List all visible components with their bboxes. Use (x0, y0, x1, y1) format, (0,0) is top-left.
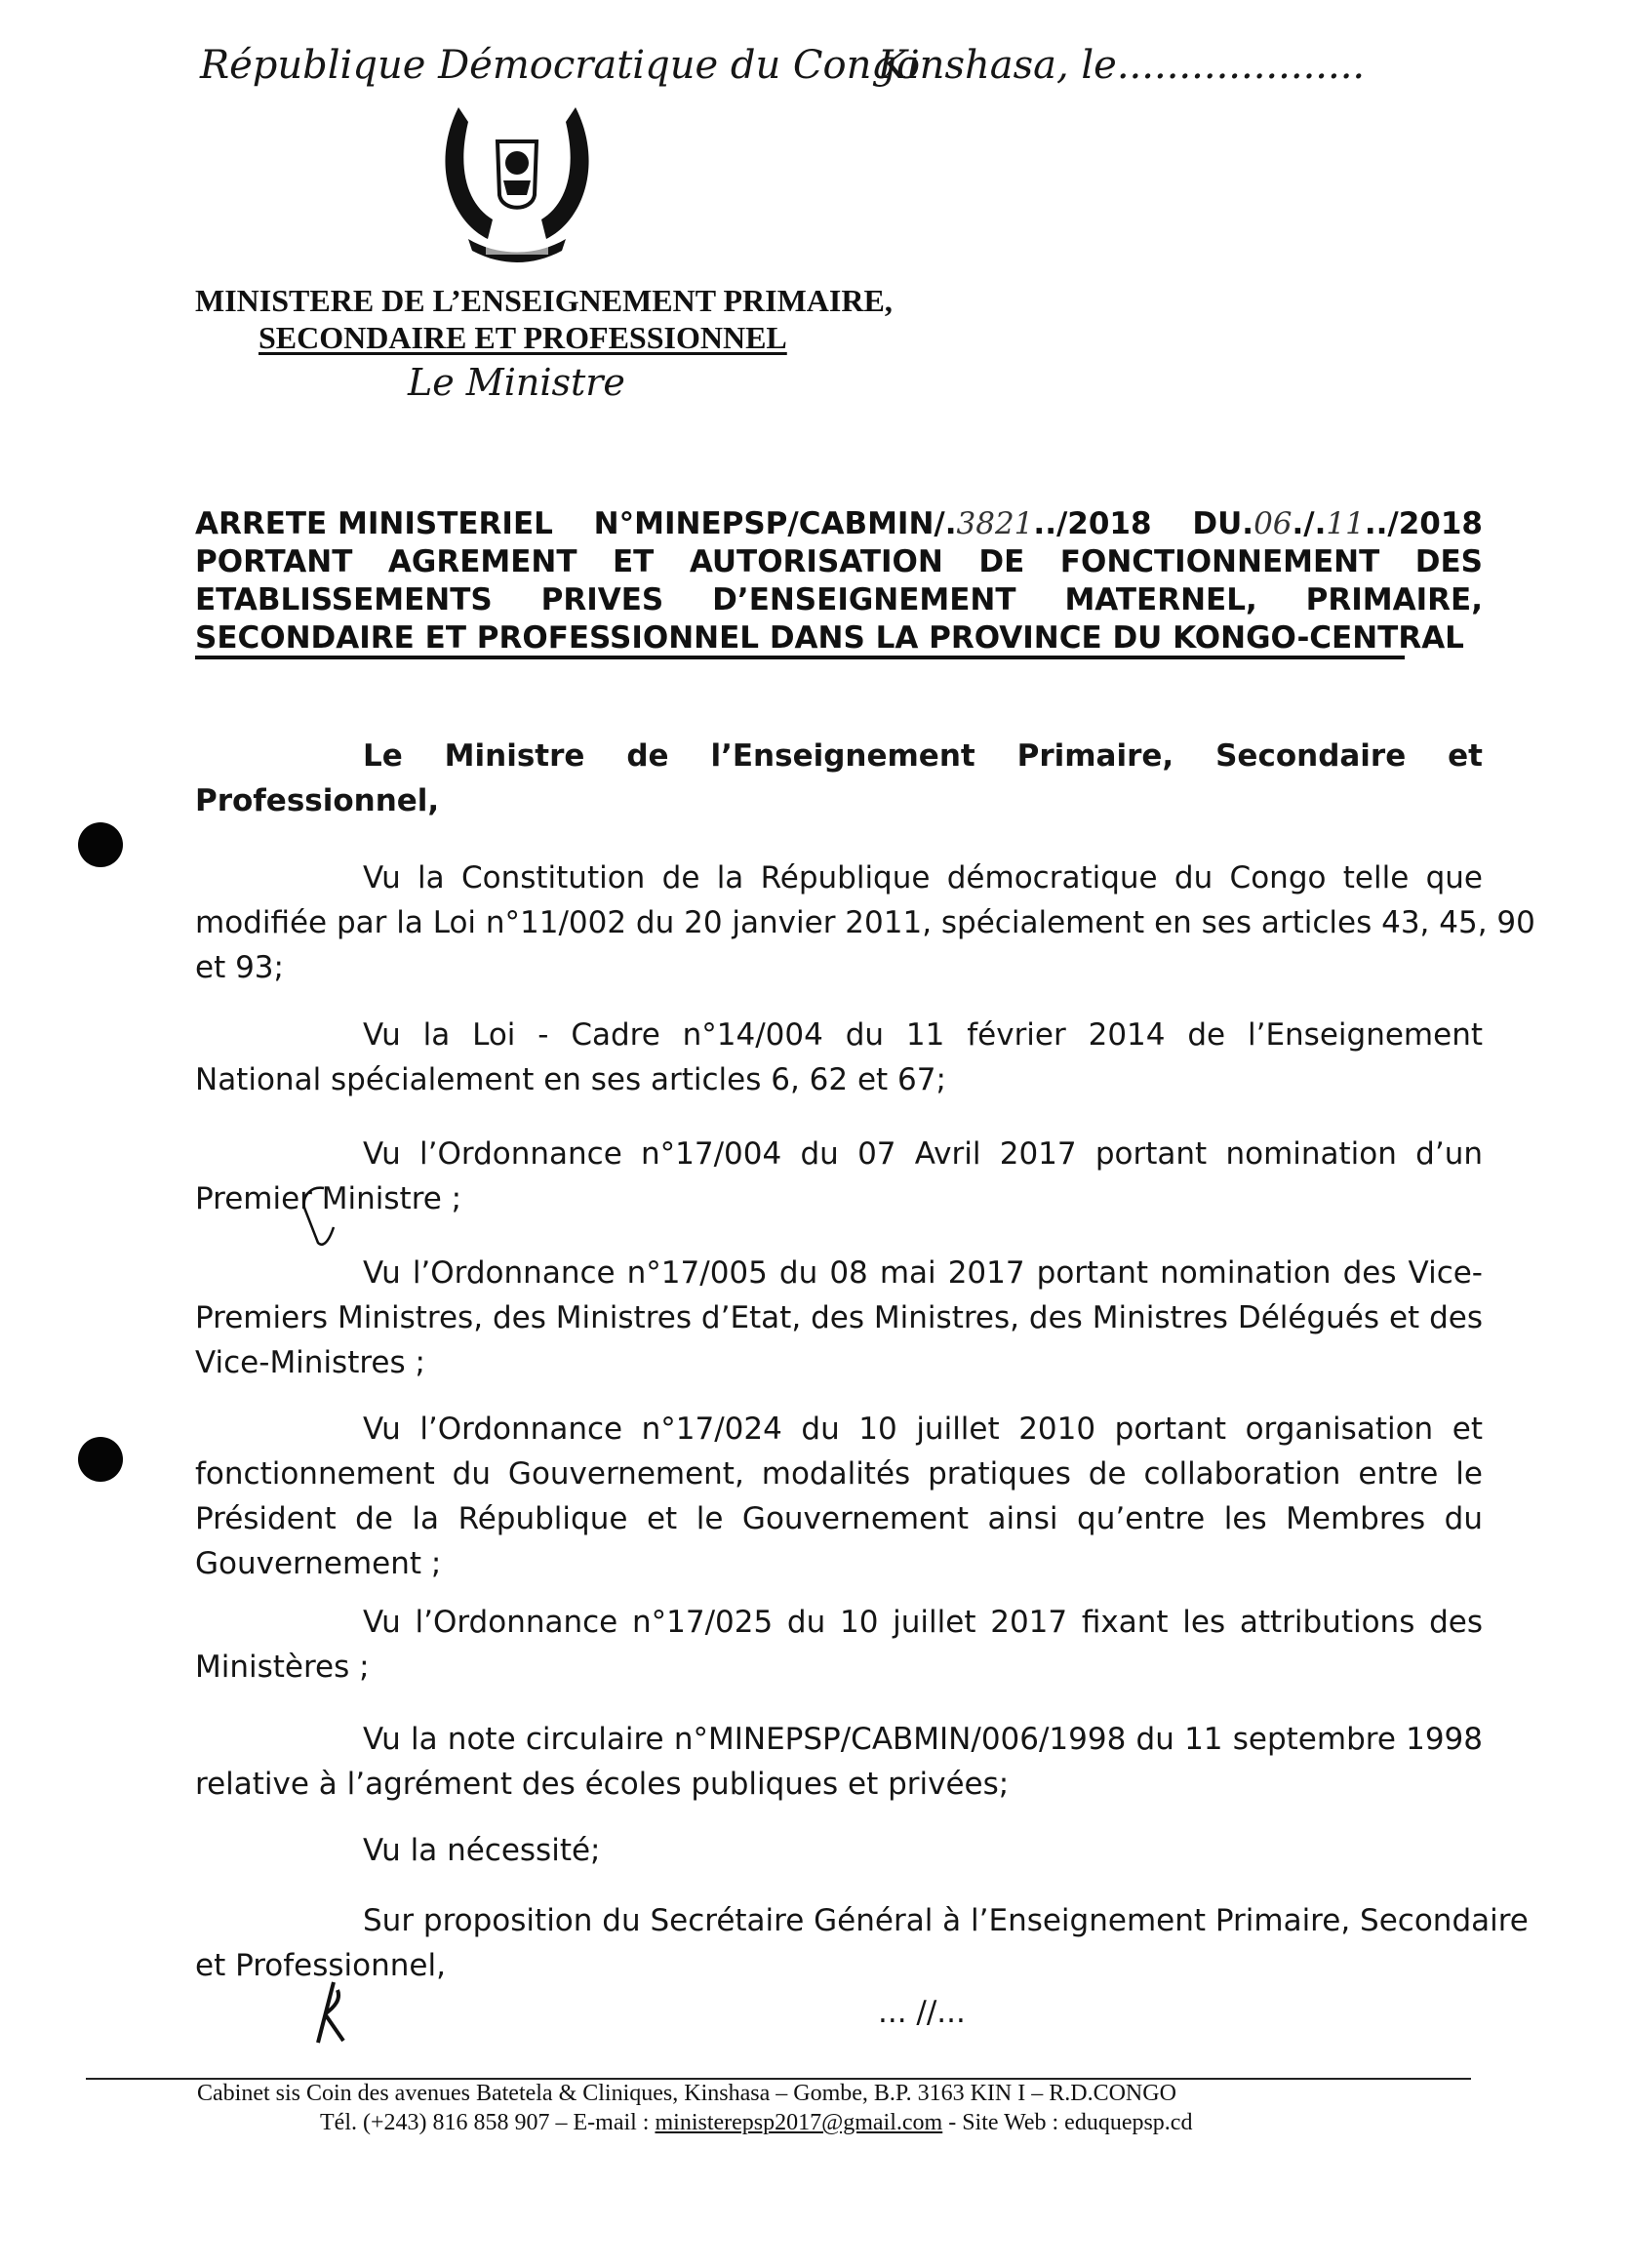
decree-date-sep: ./. (1292, 506, 1327, 541)
minister-intro-line-2: Professionnel, (195, 783, 440, 818)
decree-title-line-1 (195, 505, 1483, 543)
decree-title-line-2: PORTANT AGREMENT ET AUTORISATION DE FONCTIONNEMENT DES (195, 544, 1483, 579)
recital-ordonnance-005 (195, 1251, 1483, 1385)
coat-of-arms-emblem (439, 102, 595, 268)
footer-contact (320, 2110, 1192, 2136)
recital-line: Vu l’Ordonnance n°17/025 du 10 juillet 2017 fixant les attributions des (363, 1605, 1483, 1640)
decree-title-line-3: ETABLISSEMENTS PRIVES D’ENSEIGNEMENT MATERNEL, PRIMAIRE, (195, 582, 1483, 617)
footer-rule (86, 2078, 1471, 2080)
decree-kind: ARRETE MINISTERIEL (195, 506, 553, 541)
decree-date-prefix: DU. (1192, 506, 1254, 541)
title-underline (195, 656, 1405, 659)
decree-title-line-4: SECONDAIRE ET PROFESSIONNEL DANS LA PROVINCE DU KONGO-CENTRAL (195, 620, 1464, 656)
recital-line: et 93; (195, 950, 284, 985)
recital-line: Vu l’Ordonnance n°17/004 du 07 Avril 2017 portant nomination d’un (363, 1136, 1483, 1172)
minister-heading: Le Ministre (408, 361, 625, 404)
recital-note-circulaire (195, 1717, 1483, 1807)
decree-date-year: ../2018 (1364, 506, 1483, 541)
republic-heading: République Démocratique du Congo (200, 43, 921, 88)
handwritten-check-mark (285, 1182, 363, 1260)
decree-reference (594, 505, 1152, 543)
decree-date (1192, 505, 1483, 543)
footer-website: - Site Web : eduquepsp.cd (948, 2110, 1193, 2135)
ministry-line-2: SECONDAIRE ET PROFESSIONNEL (259, 320, 787, 355)
place-date: Kinshasa, le.................... (878, 43, 1366, 88)
decree-day: 06 (1253, 506, 1293, 541)
recital-ordonnance-004 (195, 1132, 1483, 1221)
recital-ordonnance-025 (195, 1600, 1483, 1690)
hole-punch-mark (78, 1437, 123, 1482)
minister-intro (195, 734, 1483, 823)
minister-intro-line-1: Le Ministre de l’Enseignement Primaire, Secondaire et (363, 738, 1483, 774)
recital-line: Président de la République et le Gouvernement ainsi qu’entre les Membres du (195, 1501, 1483, 1536)
continuation-mark: ... //... (878, 1995, 966, 2030)
recital-line: relative à l’agrément des écoles publiques et privées; (195, 1767, 1010, 1802)
recital-line: National spécialement en ses articles 6, 62 et 67; (195, 1062, 946, 1097)
recital-necessite (195, 1828, 1483, 1873)
decree-ref-year: ../2018 (1033, 506, 1152, 541)
recital-line: et Professionnel, (195, 1948, 446, 1983)
decree-title (195, 505, 1483, 657)
recital-line: Vu l’Ordonnance n°17/005 du 08 mai 2017 portant nomination des Vice- (363, 1255, 1483, 1291)
recital-line: Vu l’Ordonnance n°17/024 du 10 juillet 2010 portant organisation et (363, 1412, 1483, 1447)
decree-month: 11 (1326, 506, 1365, 541)
decree-number: 3821 (956, 506, 1034, 541)
footer-email-link[interactable]: ministerepsp2017@gmail.com (655, 2110, 943, 2135)
recital-line: Premier Ministre ; (195, 1181, 462, 1216)
recital-line: Premiers Ministres, des Ministres d’Etat, des Ministres, des Ministres Délégués et des (195, 1300, 1483, 1335)
decree-ref-prefix: N°MINEPSP/CABMIN/. (593, 506, 957, 541)
recital-line: Ministères ; (195, 1650, 370, 1685)
recital-ordonnance-024 (195, 1407, 1483, 1586)
recital-line: Vice-Ministres ; (195, 1345, 425, 1380)
recital-line: Vu la note circulaire n°MINEPSP/CABMIN/006/1998 du 11 septembre 1998 (363, 1722, 1483, 1757)
recital-line: Sur proposition du Secrétaire Général à l’Enseignement Primaire, Secondaire (363, 1903, 1529, 1938)
recital-line: Vu la Loi - Cadre n°14/004 du 11 février 2014 de l’Enseignement (363, 1017, 1483, 1053)
recital-constitution (195, 855, 1535, 990)
footer-phone: Tél. (+243) 816 858 907 – E-mail : (320, 2110, 650, 2135)
recital-line: modifiée par la Loi n°11/002 du 20 janvier 2011, spécialement en ses articles 43, 45, 90 (195, 905, 1535, 940)
ministry-line-1: MINISTERE DE L’ENSEIGNEMENT PRIMAIRE, (195, 283, 893, 318)
recital-line: Vu la nécessité; (363, 1833, 601, 1868)
footer-address: Cabinet sis Coin des avenues Batetela & Cliniques, Kinshasa – Gombe, B.P. 3163 KIN I – R.D.CONGO (197, 2081, 1176, 2106)
recital-proposition (195, 1898, 1529, 1988)
recital-line: Gouvernement ; (195, 1546, 442, 1581)
handwritten-initial (304, 1978, 353, 2047)
recital-loi-cadre (195, 1013, 1483, 1102)
recital-line: fonctionnement du Gouvernement, modalités pratiques de collaboration entre le (195, 1456, 1483, 1492)
hole-punch-mark (78, 822, 123, 867)
recital-line: Vu la Constitution de la République démocratique du Congo telle que (363, 860, 1483, 895)
